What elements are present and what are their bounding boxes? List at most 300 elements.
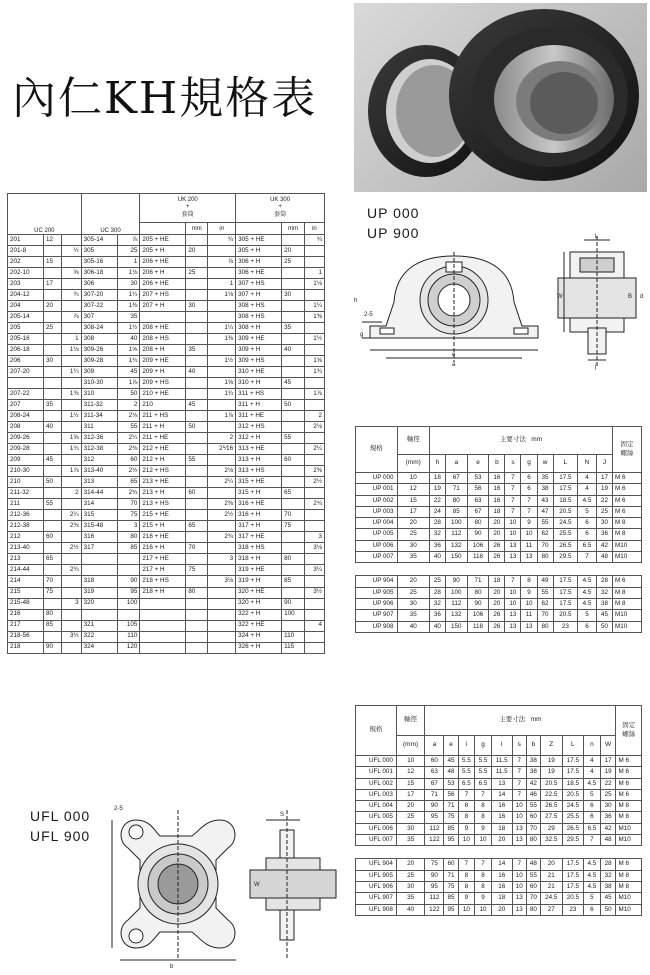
table-cell: 71 (444, 870, 458, 881)
table-cell: UFL 003 (356, 789, 397, 800)
table-cell (282, 422, 305, 433)
table-cell: M 8 (616, 881, 642, 892)
ufl-header-row-1 (356, 706, 642, 736)
table-cell (304, 488, 324, 499)
table-cell: 25 (43, 323, 61, 334)
table-cell (61, 642, 81, 653)
subheader-blank (140, 223, 186, 235)
table-cell: 20 (489, 529, 505, 540)
table-cell: 316 + HE (236, 499, 282, 510)
table-cell: 35 (397, 552, 429, 563)
table-cell (43, 565, 61, 576)
table-cell: 90 (425, 870, 444, 881)
table-cell: 2 (304, 411, 324, 422)
table-cell: 19 (541, 756, 563, 767)
table-cell: 53 (444, 778, 458, 789)
table-cell: 50 (600, 904, 616, 915)
table-cell: 8 (458, 870, 475, 881)
ufl-label-900: UFL 900 (30, 828, 91, 844)
table-row (356, 859, 642, 870)
table-cell: 62 (537, 529, 553, 540)
table-cell: M 8 (613, 529, 642, 540)
table-cell: 8 (475, 812, 492, 823)
table-cell: 12 (396, 767, 425, 778)
table-cell: 80 (282, 554, 305, 565)
table-cell: 13 (505, 540, 521, 551)
table-cell (304, 598, 324, 609)
ufl-table-body (356, 756, 642, 916)
table-cell: 20.5 (562, 789, 584, 800)
table-cell (304, 631, 324, 642)
up-dim-a: a (452, 362, 456, 368)
table-cell: M10 (616, 904, 642, 915)
table-cell: 318 + H (236, 554, 282, 565)
table-cell: 55 (43, 499, 61, 510)
table-cell: 208 + HE (140, 323, 186, 334)
ufl_table-col-header: b (526, 736, 540, 756)
table-cell: 4.5 (584, 859, 601, 870)
table-cell: 17.5 (562, 767, 584, 778)
table-cell (61, 477, 81, 488)
table-cell: ⅞ (208, 257, 236, 268)
table-cell: M 8 (613, 587, 642, 598)
table-header-row (8, 194, 325, 223)
table-cell: ¾ (304, 235, 324, 246)
table-cell (282, 565, 305, 576)
table-cell: 90 (467, 598, 489, 609)
up_table-col-header: a (445, 455, 467, 473)
table-cell: UP 907 (356, 610, 398, 621)
table-cell: 321 (81, 620, 117, 631)
table-cell: 17 (600, 756, 616, 767)
table-cell: 4.5 (584, 881, 601, 892)
table-cell: 38 (537, 484, 553, 495)
table-cell (61, 257, 81, 268)
table-cell: 17.5 (553, 484, 577, 495)
table-cell: 312 (81, 455, 117, 466)
table-cell: 212 + HS (140, 466, 186, 477)
ufl_table-col-header: i (458, 736, 475, 756)
ufl_table-col-header: g (475, 736, 492, 756)
table-cell: 20.5 (541, 778, 563, 789)
table-cell: 1⅞ (61, 466, 81, 477)
table-cell: 63 (425, 767, 444, 778)
table-cell: 70 (186, 543, 208, 554)
table-cell (304, 510, 324, 521)
table-cell: 313 + H (236, 455, 282, 466)
table-cell: 110 (282, 631, 305, 642)
table-cell: 7 (512, 789, 526, 800)
table-cell: 17.5 (553, 473, 577, 484)
table-cell: 48 (596, 552, 612, 563)
table-cell: 40 (282, 345, 305, 356)
table-cell: 13 (505, 610, 521, 621)
table-cell: 110 (117, 631, 140, 642)
table-cell: 10 (505, 518, 521, 529)
header-uc300: UC 300 (81, 194, 140, 235)
table-cell: 67 (467, 506, 489, 517)
table-cell: 2½ (61, 543, 81, 554)
table-cell (43, 543, 61, 554)
table-cell: M10 (613, 610, 642, 621)
table-cell: 1¾ (304, 367, 324, 378)
ufl-spec-table (355, 705, 642, 916)
table-cell: 313-40 (81, 466, 117, 477)
table-cell (140, 642, 186, 653)
table-cell: 305-14 (81, 235, 117, 246)
table-cell: 15 (397, 495, 429, 506)
table-row (8, 246, 325, 257)
table-row (356, 518, 642, 529)
table-cell: 10 (396, 756, 425, 767)
table-cell: 317 + HE (236, 532, 282, 543)
table-cell: 309-28 (81, 356, 117, 367)
table-cell: 309 + HS (236, 356, 282, 367)
bearing-photo (354, 3, 647, 192)
table-cell (208, 587, 236, 598)
table-cell: 35 (537, 473, 553, 484)
table-cell: 13 (512, 904, 526, 915)
ufl-header-row-2 (356, 736, 642, 756)
table-row (8, 543, 325, 554)
table-cell: 9 (458, 893, 475, 904)
table-cell (282, 367, 305, 378)
table-cell: 202 (8, 257, 44, 268)
table-cell: 1⅞ (304, 389, 324, 400)
table-cell: 25 (117, 246, 140, 257)
table-cell: 26.5 (541, 801, 563, 812)
table-cell: 60 (186, 488, 208, 499)
table-cell: 7 (521, 506, 537, 517)
table-cell: 307 + H (236, 290, 282, 301)
table-cell: 12 (43, 235, 61, 246)
table-cell (282, 268, 305, 279)
table-cell: 26.5 (553, 540, 577, 551)
ufl_table-col-header: a (425, 736, 444, 756)
table-cell: 215-48 (8, 598, 44, 609)
table-cell (186, 576, 208, 587)
table-cell (43, 444, 61, 455)
table-cell (186, 609, 208, 620)
ufl-h-thread: 固定 螺絲 (616, 706, 642, 756)
table-cell: 80 (117, 532, 140, 543)
table-cell: 205 (8, 323, 44, 334)
up-dim-L: L (595, 234, 599, 240)
table-cell: 214 (8, 576, 44, 587)
table-cell (140, 609, 186, 620)
table-cell: 6 (584, 812, 601, 823)
table-cell (186, 433, 208, 444)
table-row (356, 778, 642, 789)
table-cell (282, 389, 305, 400)
table-cell: 18 (491, 893, 512, 904)
table-cell (117, 609, 140, 620)
table-cell: 22 (429, 495, 445, 506)
up-spec-table (355, 426, 642, 633)
ufl_table-col-header: W (600, 736, 616, 756)
table-cell: 2 (117, 400, 140, 411)
table-row (356, 904, 642, 915)
table-cell (140, 620, 186, 631)
table-cell: 45 (117, 367, 140, 378)
table-cell: 2½ (304, 477, 324, 488)
table-cell: M 6 (613, 473, 642, 484)
table-cell (186, 631, 208, 642)
table-cell: UP 002 (356, 495, 398, 506)
table-cell: 100 (445, 518, 467, 529)
table-cell (61, 279, 81, 290)
table-cell: 19 (541, 767, 563, 778)
table-cell: 216 (8, 609, 44, 620)
table-cell: 20 (489, 587, 505, 598)
table-cell: 8 (475, 801, 492, 812)
table-cell: 55 (117, 422, 140, 433)
table-cell (186, 411, 208, 422)
table-cell: 322 + HE (236, 620, 282, 631)
table-cell: 25 (282, 257, 305, 268)
table-cell (304, 455, 324, 466)
table-cell: 85 (444, 893, 458, 904)
table-cell: 150 (445, 552, 467, 563)
table-cell: 310 + H (236, 378, 282, 389)
up_table-col-header: J (596, 455, 612, 473)
table-cell: 4.5 (578, 495, 597, 506)
table-cell: 212-38 (8, 521, 44, 532)
table-row (356, 495, 642, 506)
table-cell: 106 (467, 610, 489, 621)
table-cell: 203 (8, 279, 44, 290)
table-cell: 38 (526, 756, 540, 767)
table-cell: 1¼ (117, 290, 140, 301)
table-cell: 20 (186, 246, 208, 257)
table-cell: 1¾ (117, 356, 140, 367)
table-cell: 60 (425, 756, 444, 767)
table-cell (186, 620, 208, 631)
table-cell: 24.5 (562, 801, 584, 812)
table-cell (282, 499, 305, 510)
table-cell: 49 (537, 576, 553, 587)
table-cell: UP 003 (356, 506, 398, 517)
table-cell: 212 + H (140, 455, 186, 466)
table-cell (61, 587, 81, 598)
table-cell: 80 (186, 587, 208, 598)
table-cell: 212 (8, 532, 44, 543)
table-cell: 6.5 (475, 778, 492, 789)
table-row (8, 356, 325, 367)
table-row (8, 378, 325, 389)
table-cell: 311 + HE (236, 411, 282, 422)
ufl_table-col-header: e (444, 736, 458, 756)
table-cell: 20.5 (553, 506, 577, 517)
table-cell: 1 (304, 268, 324, 279)
up_table-gap-cell (356, 563, 642, 576)
table-cell: 312 + H (236, 433, 282, 444)
table-cell: UFL 906 (356, 881, 397, 892)
table-cell (186, 642, 208, 653)
table-cell: 30 (186, 301, 208, 312)
table-cell: 17.5 (553, 587, 577, 598)
table-cell: 211 + H (140, 422, 186, 433)
table-cell: UFL 908 (356, 904, 397, 915)
up-label-000: UP 000 (367, 205, 420, 221)
table-cell (304, 609, 324, 620)
table-cell: 105 (117, 620, 140, 631)
table-cell: UFL 004 (356, 801, 397, 812)
table-cell (208, 312, 236, 323)
table-cell: 26 (489, 621, 505, 632)
up_table-col-header: h (429, 455, 445, 473)
table-cell: UP 001 (356, 484, 398, 495)
table-cell: 22 (596, 495, 612, 506)
table-cell: 24.5 (541, 893, 563, 904)
table-cell: M 8 (616, 870, 642, 881)
table-cell (43, 268, 61, 279)
table-cell: 312 + HS (236, 422, 282, 433)
table-cell: 215 + H (140, 521, 186, 532)
table-cell: 7 (505, 495, 521, 506)
table-cell (186, 554, 208, 565)
table-cell: UFL 006 (356, 823, 397, 834)
table-cell: 208 (8, 422, 44, 433)
table-cell (208, 631, 236, 642)
table-cell: 320 + H (236, 598, 282, 609)
table-cell: 4.5 (584, 778, 601, 789)
table-cell: M10 (613, 540, 642, 551)
table-cell: 2⅜ (304, 466, 324, 477)
table-cell: 70 (537, 540, 553, 551)
table-cell: ⅞ (61, 312, 81, 323)
table-cell: 205 + H (140, 246, 186, 257)
table-cell: 13 (491, 778, 512, 789)
table-cell (282, 334, 305, 345)
table-cell: 204 (8, 301, 44, 312)
table-cell: 118 (467, 621, 489, 632)
table-cell: 211 + HS (140, 411, 186, 422)
table-cell (186, 598, 208, 609)
table-cell: 20 (282, 246, 305, 257)
table-row (8, 521, 325, 532)
table-row (8, 554, 325, 565)
table-cell: 35 (396, 893, 425, 904)
table-cell: M 8 (613, 598, 642, 609)
ufl_table-col-header: L (562, 736, 584, 756)
table-row (8, 565, 325, 576)
table-row (8, 466, 325, 477)
table-cell: 209 + HE (140, 356, 186, 367)
table-cell: 218 + HS (140, 576, 186, 587)
up-dim-e: e (452, 352, 456, 358)
table-cell: 319 + H (236, 576, 282, 587)
table-row (8, 587, 325, 598)
table-cell: 317 (81, 543, 117, 554)
table-cell: 8 (475, 881, 492, 892)
table-cell: 4 (578, 484, 597, 495)
table-cell: 40 (43, 422, 61, 433)
table-cell (61, 576, 81, 587)
table-cell: 316 (81, 532, 117, 543)
table-cell: 29.5 (562, 835, 584, 846)
up-table-body (356, 473, 642, 633)
table-cell: 56 (444, 789, 458, 800)
table-row (8, 312, 325, 323)
table-cell: 63 (467, 495, 489, 506)
table-cell: 24 (429, 506, 445, 517)
table-cell: 90 (467, 529, 489, 540)
table-cell (186, 334, 208, 345)
table-cell: 2¼ (304, 444, 324, 455)
table-cell: UP 007 (356, 552, 398, 563)
table-cell: 45 (444, 756, 458, 767)
table-cell: 122 (425, 835, 444, 846)
table-cell: 16 (489, 473, 505, 484)
table-row (8, 433, 325, 444)
table-cell: 10 (521, 598, 537, 609)
table-cell: 32.5 (541, 835, 563, 846)
table-row (8, 455, 325, 466)
table-cell: 90 (445, 576, 467, 587)
up-h-thread: 固定 螺絲 (613, 427, 642, 473)
table-cell: UP 006 (356, 540, 398, 551)
table-cell: 322 (81, 631, 117, 642)
table-cell: 10 (512, 801, 526, 812)
table-cell: 2 (208, 433, 236, 444)
table-cell: 36 (429, 540, 445, 551)
table-cell: 314 (81, 499, 117, 510)
table-cell: 25 (186, 268, 208, 279)
table-cell: 67 (425, 778, 444, 789)
table-cell: 307 + HS (236, 279, 282, 290)
table-cell: 50 (596, 621, 612, 632)
table-cell: UFL 000 (356, 756, 397, 767)
table-cell (282, 312, 305, 323)
table-cell: 209 + HS (140, 378, 186, 389)
table-cell: 213 (8, 554, 44, 565)
table-cell: 319 (81, 587, 117, 598)
table-cell: 206 (8, 356, 44, 367)
table-cell: 13 (512, 823, 526, 834)
ufl-h-mm: (mm) (396, 736, 425, 756)
table-cell: 25 (397, 587, 429, 598)
table-cell: 211 (8, 499, 44, 510)
table-cell: 70 (282, 510, 305, 521)
table-cell: 3½ (61, 631, 81, 642)
table-cell: 75 (117, 510, 140, 521)
table-cell: 311-32 (81, 400, 117, 411)
table-cell (81, 554, 117, 565)
table-cell: 50 (117, 389, 140, 400)
table-row (8, 257, 325, 268)
table-row (356, 870, 642, 881)
table-cell: 2⅜ (61, 521, 81, 532)
up-h-mm: (mm) (397, 455, 429, 473)
table-cell (208, 367, 236, 378)
up-header-row-1 (356, 427, 642, 455)
table-cell: 10 (397, 473, 429, 484)
table-cell (304, 642, 324, 653)
table-cell: 132 (445, 610, 467, 621)
table-cell: 7 (578, 552, 597, 563)
table-cell: 322 + H (236, 609, 282, 620)
table-cell: 1 (208, 279, 236, 290)
table-cell: 3 (304, 532, 324, 543)
table-cell: 2 (61, 488, 81, 499)
table-row (8, 532, 325, 543)
table-cell: UFL 005 (356, 812, 397, 823)
table-cell: 10 (512, 870, 526, 881)
table-row (8, 422, 325, 433)
table-cell: 210 + HE (140, 389, 186, 400)
table-cell: 316 + H (236, 510, 282, 521)
